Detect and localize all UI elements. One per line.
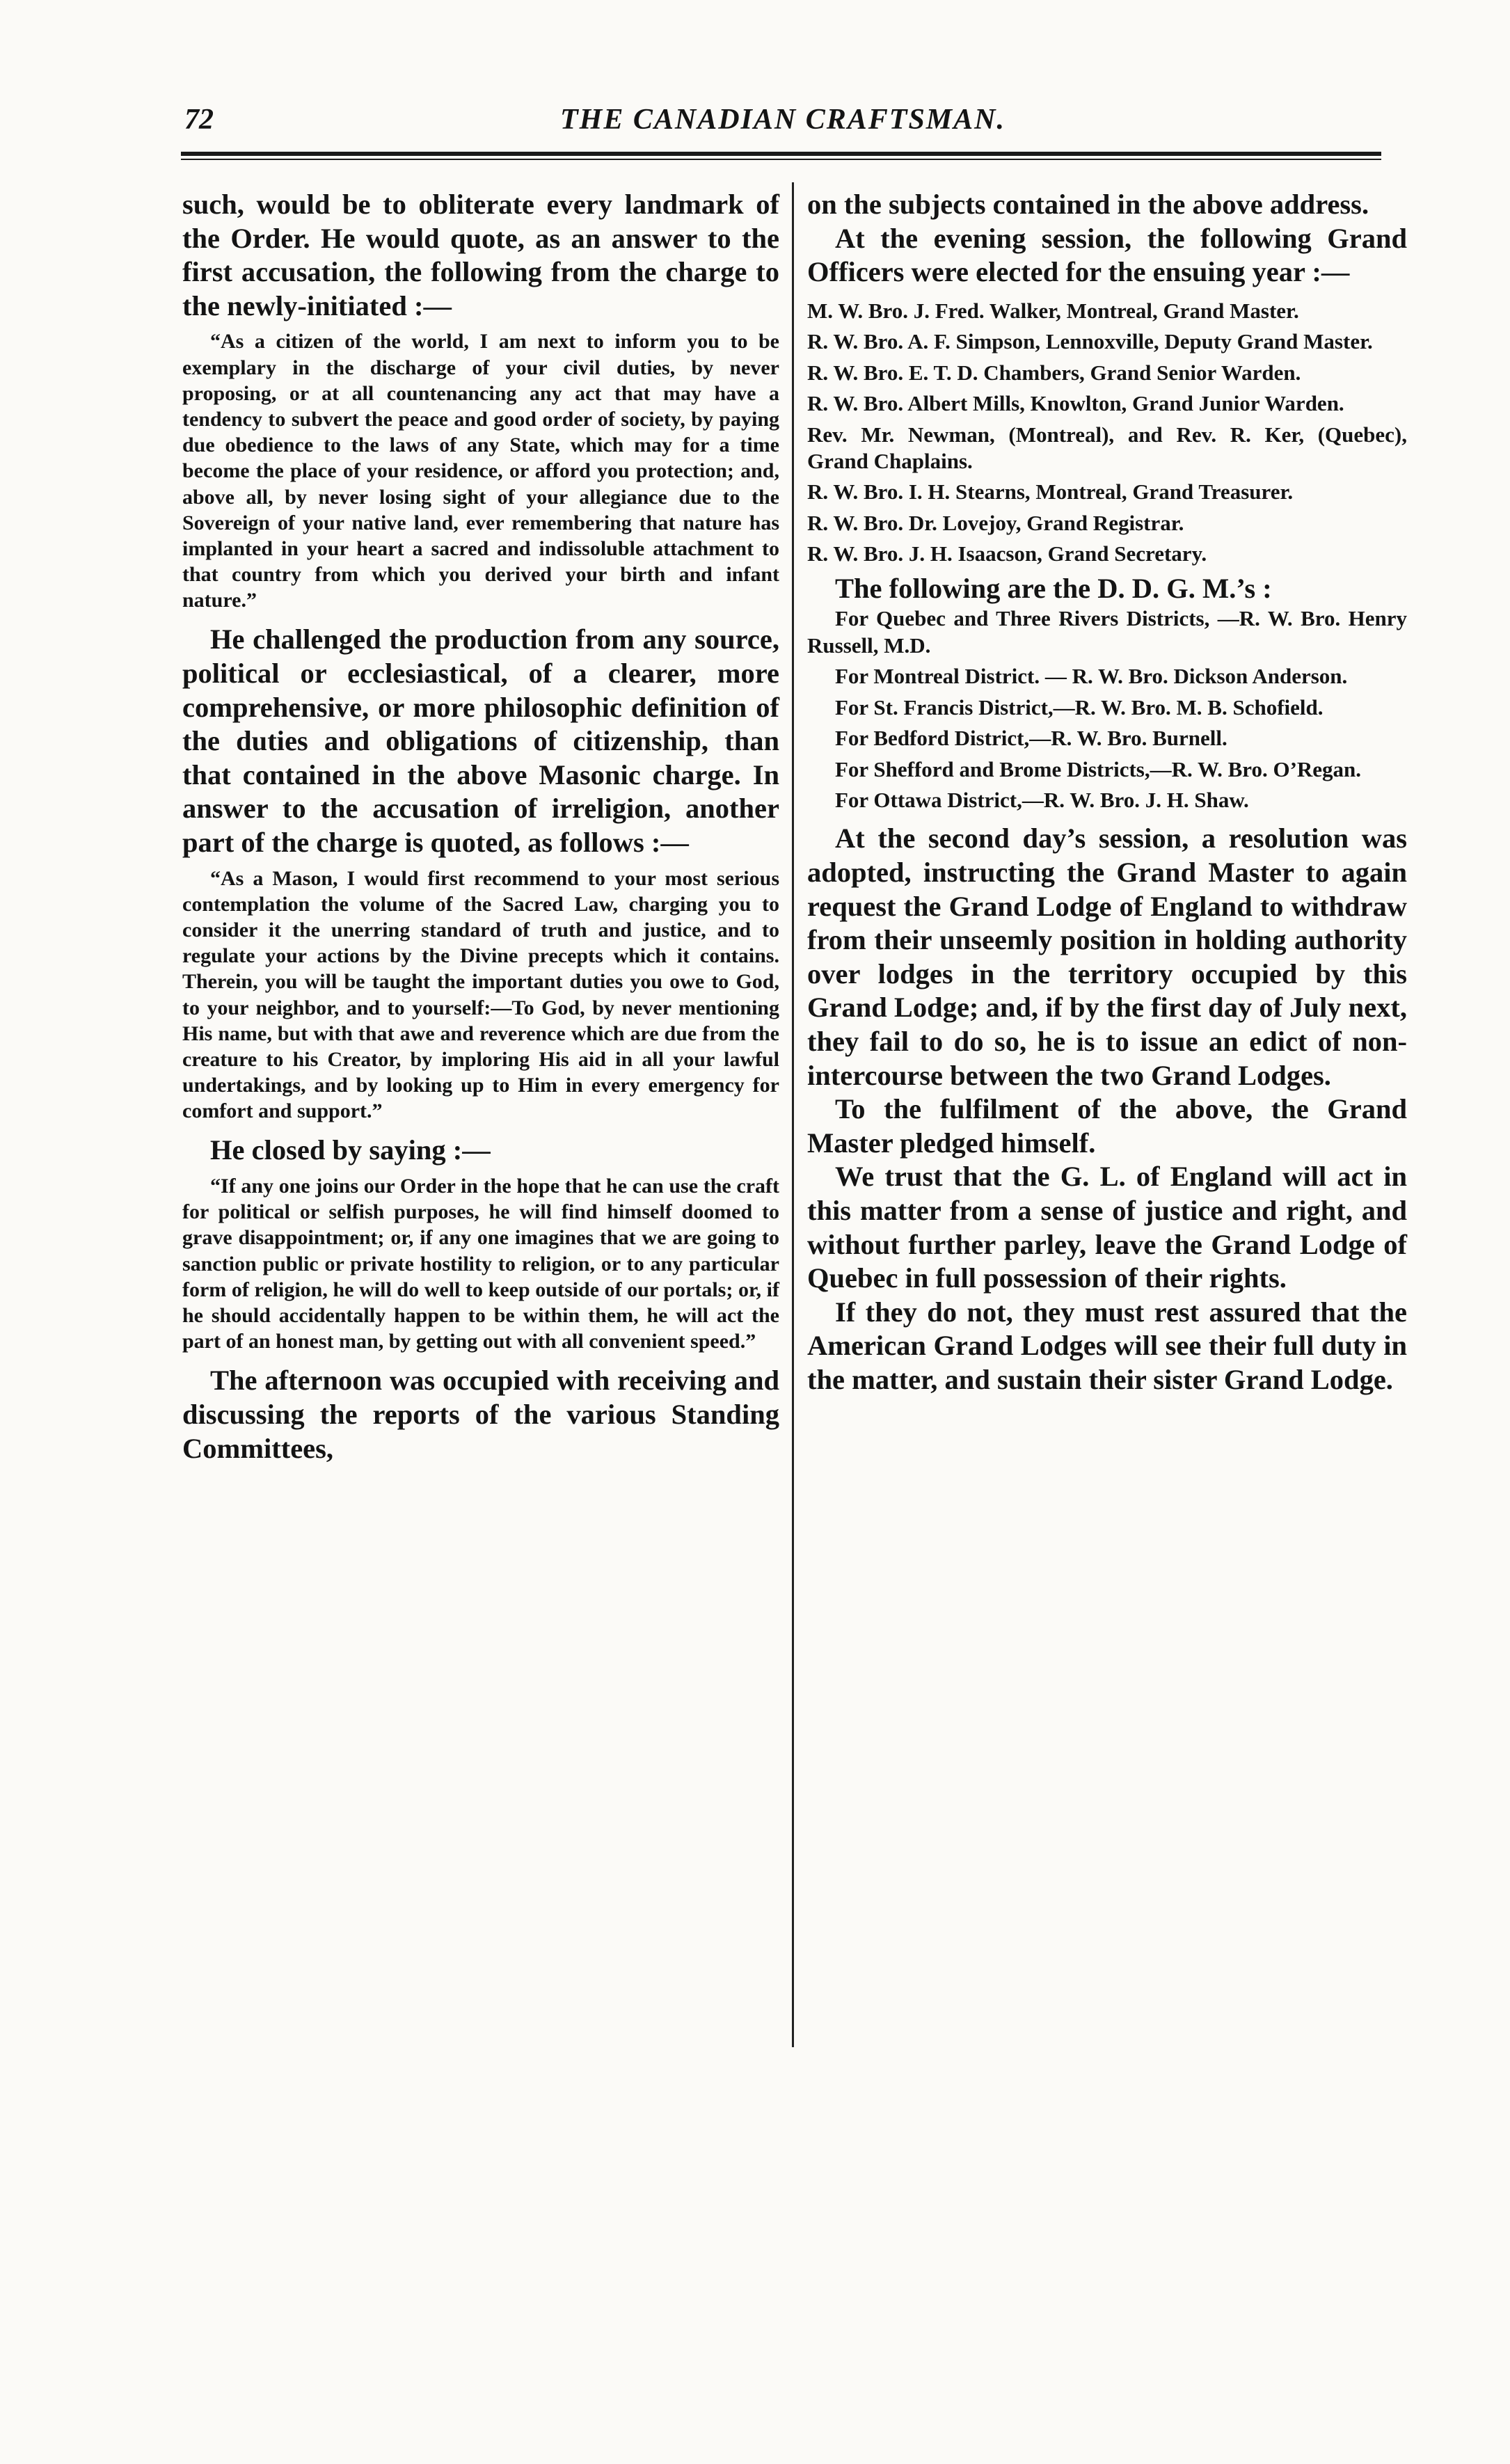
left-paragraph-2: He challenged the production from any source, political or ecclesiastical, of a clearer, more comprehensive, or more philosophic definition of the duties and obligations of citizenship, than that contained in the above Masonic charge. In answer to the accusation of irreligion, another part of the charge is quoted, as follows :— <box>182 623 779 858</box>
right-paragraph-4: At the second day’s session, a resolution was adopted, instructing the Grand Master to again request the Grand Lodge of England to withdraw from their unseemly position in holding authority over lodges in the territory occupied by this Grand Lodge; and, if by the first day of July next, they fail to do so, he is to issue an edict of non-intercourse between the two Grand Lodges. <box>807 822 1407 1091</box>
right-paragraph-6: We trust that the G. L. of England will act in this matter from a sense of justice and right, and without further parley, leave the Grand Lodge of Quebec in full possession of their rights. <box>807 1161 1407 1294</box>
right-paragraph-1: on the subjects contained in the above address. <box>807 189 1369 220</box>
right-paragraph-7: If they do not, they must rest assured that the American Grand Lodges will see their full duty in the matter, and sustain their sister Grand Lodge. <box>807 1296 1407 1395</box>
right-paragraph-3: The following are the D. D. G. M.’s : <box>835 572 1272 604</box>
header-rule-thick <box>181 152 1381 156</box>
ddgm-entry: For Ottawa District,—R. W. Bro. J. H. Shaw. <box>835 787 1249 812</box>
right-paragraph-2: At the evening session, the following Grand Officers were elected for the ensuing year :— <box>807 222 1407 288</box>
officers-list <box>807 298 1407 568</box>
ddgm-list <box>807 605 1407 813</box>
page-header <box>184 97 1381 146</box>
officer-entry: Rev. Mr. Newman, (Montreal), and Rev. R. Ker, (Quebec), Grand Chaplains. <box>807 422 1407 473</box>
ddgm-entry: For Montreal District. — R. W. Bro. Dickson Anderson. <box>835 664 1348 689</box>
column-divider <box>792 182 794 2047</box>
right-column <box>807 188 1407 1397</box>
officer-entry: R. W. Bro. Dr. Lovejoy, Grand Registrar. <box>807 510 1184 535</box>
ddgm-entry: For Shefford and Brome Districts,—R. W. Bro. O’Regan. <box>835 756 1362 781</box>
officer-entry: R. W. Bro. Albert Mills, Knowlton, Grand Junior Warden. <box>807 391 1344 416</box>
officer-entry: R. W. Bro. J. H. Isaacson, Grand Secretary. <box>807 541 1207 566</box>
officer-entry: R. W. Bro. E. T. D. Chambers, Grand Senior Warden. <box>807 360 1301 385</box>
header-rule-thin <box>181 159 1381 160</box>
officer-entry: M. W. Bro. J. Fred. Walker, Montreal, Grand Master. <box>807 298 1299 323</box>
ddgm-entry: For Bedford District,—R. W. Bro. Burnell. <box>835 726 1227 751</box>
quote-citizen-charge: “As a citizen of the world, I am next to inform you to be exemplary in the discharge of your civil duties, by never proposing, or at all countenancing any act that may have a tendency to subvert the peace and good order of society, by paying due obedience to the laws of any State, which may for a time become the place of your residence, or afford you protection; and, above all, by never losing sight of your allegiance due to the Sovereign of your native land, ever remembering that nature has implanted in your heart a sacred and indissoluble attachment to that country from which you derived your birth and infant nature.” <box>182 330 779 612</box>
ddgm-entry: For St. Francis District,—R. W. Bro. M. B. Schofield. <box>835 694 1324 720</box>
left-paragraph-3: He closed by saying :— <box>210 1134 491 1166</box>
officer-entry: R. W. Bro. I. H. Stearns, Montreal, Grand Treasurer. <box>807 479 1294 504</box>
left-paragraph-4: The afternoon was occupied with receiving and discussing the reports of the various Standing Committees, <box>182 1365 779 1464</box>
officer-entry: R. W. Bro. A. F. Simpson, Lennoxville, Deputy Grand Master. <box>807 329 1373 354</box>
left-paragraph-1: such, would be to obliterate every landmark of the Order. He would quote, as an answer to the first accusation, the following from the charge to the newly-initiated :— <box>182 189 779 321</box>
running-title: THE CANADIAN CRAFTSMAN. <box>560 104 1006 136</box>
ddgm-entry: For Quebec and Three Rivers Districts, —R. W. Bro. Henry Russell, M.D. <box>807 606 1407 658</box>
right-paragraph-5: To the fulfilment of the above, the Grand Master pledged himself. <box>807 1093 1407 1159</box>
quote-closing: “If any one joins our Order in the hope that he can use the craft for political or selfish purposes, he will find himself doomed to grave disappointment; or, if any one imagines that we are going to sanction public or private hostility to religion, or to any particular form of religion, he will do well to keep outside of our portals; or, if he should accidentally happen to be within them, he will act the part of an honest man, by getting out with all convenient speed.” <box>182 1175 779 1353</box>
quote-mason-charge: “As a Mason, I would first recommend to your most serious contemplation the volume of the Sacred Law, charging you to consider it the unerring standard of truth and justice, and to regulate your actions by the Divine precepts which it contains. Therein, you will be taught the important duties you owe to God, to your neighbor, and to yourself:—To God, by never mentioning His name, but with that awe and reverence which are due from the creature to his Creator, by imploring His aid in all your lawful undertakings, and by looking up to Him in every emergency for comfort and support.” <box>182 866 779 1123</box>
page-number: 72 <box>184 104 214 136</box>
left-column <box>182 188 779 1465</box>
